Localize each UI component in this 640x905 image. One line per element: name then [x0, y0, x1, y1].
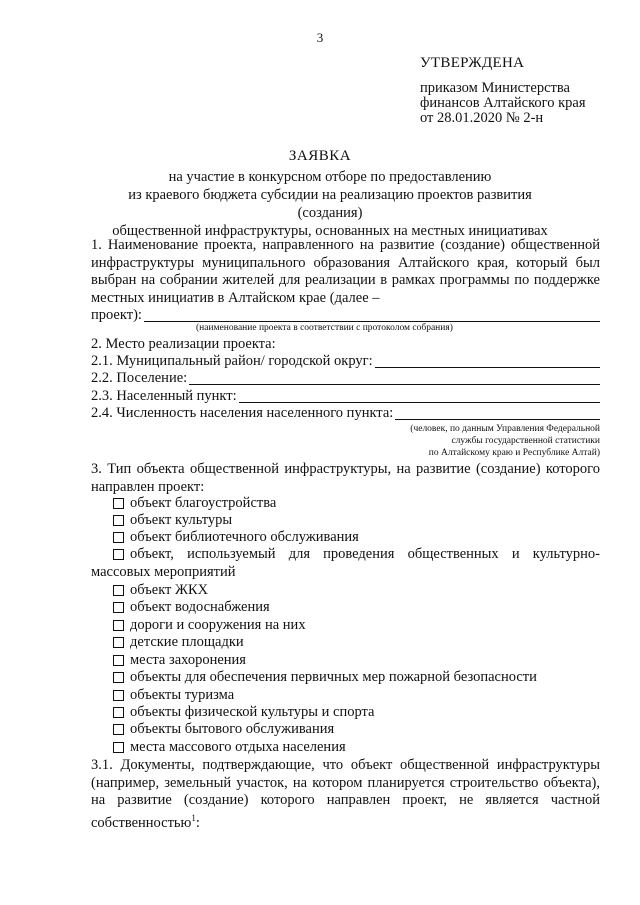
- approval-line: от 28.01.2020 № 2-н: [420, 110, 544, 126]
- checkbox-icon[interactable]: [113, 498, 124, 509]
- settlement-label: 2.2. Поселение:: [91, 370, 188, 386]
- option-landscaping[interactable]: [113, 495, 276, 512]
- checkbox-icon[interactable]: [113, 637, 124, 648]
- approval-heading: УТВЕРЖДЕНА: [420, 55, 525, 71]
- checkbox-icon[interactable]: [113, 549, 124, 560]
- option-housing[interactable]: [113, 582, 208, 599]
- option-label: дороги и сооружения на них: [130, 617, 306, 633]
- option-label: объект благоустройства: [130, 495, 277, 511]
- option-culture[interactable]: [113, 512, 232, 529]
- option-label: объекты для обеспечения первичных мер пожарной безопасности: [130, 669, 537, 685]
- checkbox-icon[interactable]: [113, 532, 124, 543]
- subtitle-line: на участие в конкурсном отборе по предоставлению: [168, 169, 492, 185]
- district-field[interactable]: [91, 353, 600, 370]
- option-label: объект водоснабжения: [130, 599, 270, 615]
- district-blank[interactable]: [375, 353, 600, 368]
- checkbox-icon[interactable]: [113, 707, 124, 718]
- option-label: объект, используемый для проведения общественных и культурно-массовых мероприятий: [91, 546, 600, 580]
- checkbox-icon[interactable]: [113, 672, 124, 683]
- settlement-blank[interactable]: [189, 370, 600, 385]
- checkbox-icon[interactable]: [113, 620, 124, 631]
- approval-line: финансов Алтайского края: [420, 95, 586, 111]
- option-playgrounds[interactable]: [113, 634, 244, 651]
- option-water[interactable]: [113, 599, 270, 616]
- approval-stamp: [420, 56, 586, 126]
- option-consumer-services[interactable]: [113, 721, 334, 738]
- option-label: объекты бытового обслуживания: [130, 721, 335, 737]
- option-label: места захоронения: [130, 652, 246, 668]
- option-cemeteries[interactable]: [113, 652, 246, 669]
- option-sports[interactable]: [113, 704, 374, 721]
- option-public-events[interactable]: [91, 546, 600, 581]
- document-subtitle: [100, 168, 560, 240]
- project-name-hint: (наименование проекта в соответствии с протоколом собрания): [196, 323, 453, 333]
- population-hint: [380, 423, 600, 459]
- section-3-1-text: [91, 757, 600, 832]
- settlement-field[interactable]: [91, 370, 600, 387]
- population-blank[interactable]: [395, 405, 600, 420]
- page-number: 3: [316, 30, 324, 45]
- locality-blank[interactable]: [239, 388, 600, 403]
- population-hint-line: по Алтайскому краю и Республике Алтай): [428, 448, 600, 458]
- option-tourism[interactable]: [113, 687, 234, 704]
- footnote-mark: 1: [191, 812, 196, 823]
- checkbox-icon[interactable]: [113, 690, 124, 701]
- locality-label: 2.3. Населенный пункт:: [91, 388, 237, 404]
- option-label: детские площадки: [130, 634, 244, 650]
- document-title: ЗАЯВКА: [288, 148, 352, 164]
- option-library[interactable]: [113, 529, 359, 546]
- checkbox-icon[interactable]: [113, 724, 124, 735]
- option-label: места массового отдыха населения: [130, 739, 346, 755]
- subtitle-line: из краевого бюджета субсидии на реализацию проектов развития (создания): [128, 187, 532, 221]
- option-fire-safety[interactable]: [113, 669, 537, 686]
- option-roads[interactable]: [113, 617, 306, 634]
- checkbox-icon[interactable]: [113, 515, 124, 526]
- population-field[interactable]: [91, 405, 600, 422]
- project-name-blank[interactable]: [144, 307, 600, 322]
- subtitle-line: общественной инфраструктуры, основанных на местных инициативах: [112, 223, 548, 239]
- option-label: объект ЖКХ: [130, 582, 209, 598]
- section-3-1-body: 3.1. Документы, подтверждающие, что объект общественной инфраструктуры (например, земельный участок, на котором планируется строительство объекта), на развитие (создание) которого направлен проект, не является частной собственностью: [91, 757, 600, 831]
- checkbox-icon[interactable]: [113, 742, 124, 753]
- population-hint-line: службы государственной статистики: [451, 436, 600, 446]
- approval-line: приказом Министерства: [420, 80, 570, 96]
- section-1-text: 1. Наименование проекта, направленного на развитие (создание) общественной инфраструктуры муниципального образования Алтайского края, который был выбран на собрании жителей для реализации в рамках программы по поддержке местных инициатив в Алтайском крае (далее –: [91, 237, 600, 306]
- population-hint-line: (человек, по данным Управления Федеральной: [410, 424, 600, 434]
- project-name-label: проект):: [91, 307, 142, 323]
- locality-field[interactable]: [91, 388, 600, 405]
- section-3-1-tail: :: [195, 814, 200, 831]
- option-label: объекты физической культуры и спорта: [130, 704, 375, 720]
- population-label: 2.4. Численность населения населенного пункта:: [91, 405, 394, 421]
- option-label: объект библиотечного обслуживания: [130, 529, 359, 545]
- option-label: объект культуры: [130, 512, 233, 528]
- section-3-intro: 3. Тип объекта общественной инфраструктуры, на развитие (создание) которого направлен проект:: [91, 461, 600, 495]
- checkbox-icon[interactable]: [113, 602, 124, 613]
- checkbox-icon[interactable]: [113, 655, 124, 666]
- option-label: объекты туризма: [130, 687, 235, 703]
- section-2-heading: 2. Место реализации проекта:: [91, 336, 276, 352]
- district-label: 2.1. Муниципальный район/ городской округ:: [91, 353, 373, 369]
- option-recreation[interactable]: [113, 739, 346, 756]
- checkbox-icon[interactable]: [113, 585, 124, 596]
